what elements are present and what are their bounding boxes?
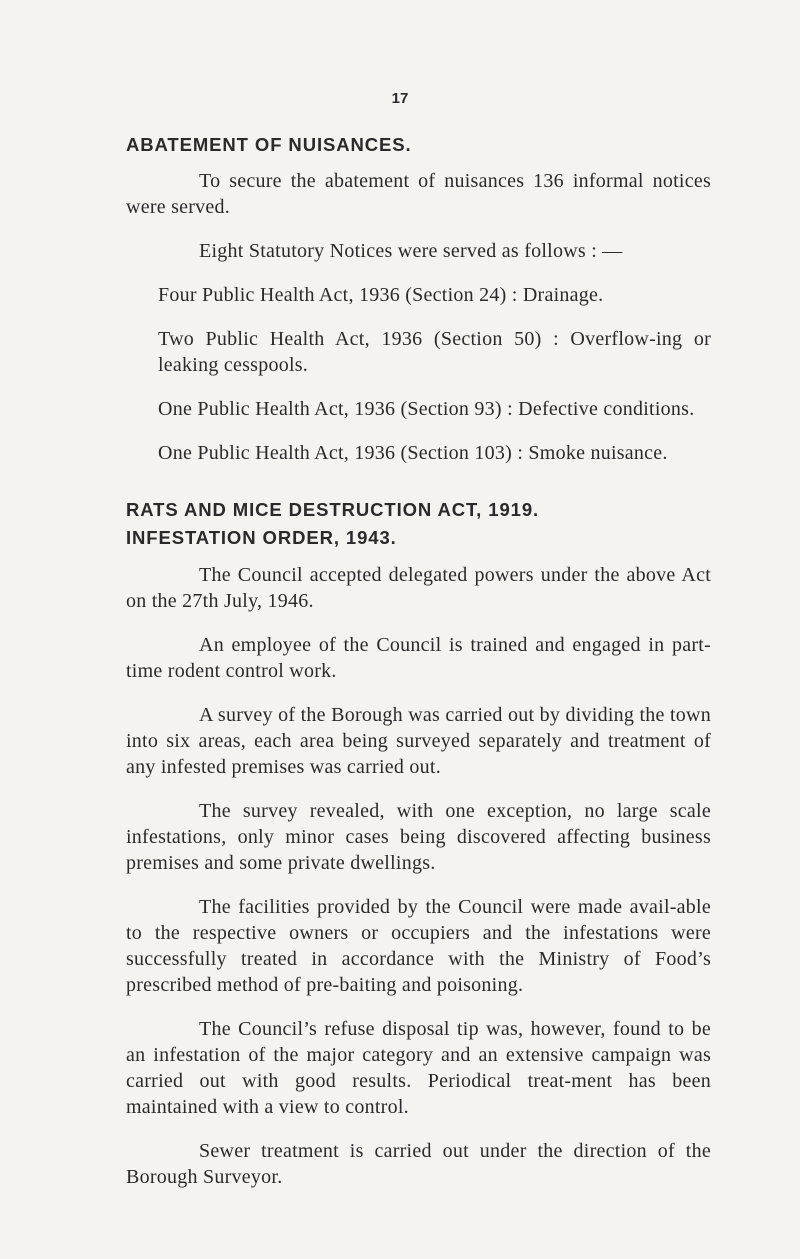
paragraph-body: The Council’s refuse disposal tip was, however, found to be an infestation of the major category and an extensive campaign was carried out with good results. Periodical treat-ment has been maintained with a view to control. [126, 1018, 711, 1118]
notice-item: Four Public Health Act, 1936 (Section 24) : Drainage. [158, 284, 604, 306]
paragraph-body: The survey revealed, with one exception, no large scale infestations, only minor cases being discovered affecting business premises and some private dwellings. [126, 800, 711, 874]
paragraph-body: A survey of the Borough was carried out by dividing the town into six areas, each area being surveyed separately and treatment of any infested premises was carried out. [126, 704, 711, 778]
page-content [126, 132, 711, 1190]
page-number: 17 [391, 90, 409, 107]
section-heading-abatement: ABATEMENT OF NUISANCES. [126, 134, 412, 155]
section-heading-rats-line1: RATS AND MICE DESTRUCTION ACT, 1919. [126, 499, 540, 520]
section-heading-rats [126, 496, 711, 552]
paragraph-body: The facilities provided by the Council were made avail-able to the respective owners or occupiers and the infestations were successfully treated in accordance with the Ministry of Food’s prescribed method of pre-baiting and poisoning. [126, 896, 711, 996]
paragraph-informal-notices: To secure the abatement of nuisances 136 informal notices were served. [126, 170, 711, 218]
notice-item: Two Public Health Act, 1936 (Section 50) : Overflow-ing or leaking cesspools. [158, 328, 711, 376]
paragraph-statutory-notices: Eight Statutory Notices were served as follows : — [199, 240, 623, 262]
notice-item: One Public Health Act, 1936 (Section 93) : Defective conditions. [158, 398, 695, 420]
paragraph-body: An employee of the Council is trained and engaged in part-time rodent control work. [126, 634, 711, 682]
paragraph-body: The Council accepted delegated powers under the above Act on the 27th July, 1946. [126, 564, 711, 612]
paragraph-body: Sewer treatment is carried out under the direction of the Borough Surveyor. [126, 1140, 711, 1188]
notice-item: One Public Health Act, 1936 (Section 103) : Smoke nuisance. [158, 442, 668, 464]
section-heading-rats-line2: INFESTATION ORDER, 1943. [126, 527, 397, 548]
